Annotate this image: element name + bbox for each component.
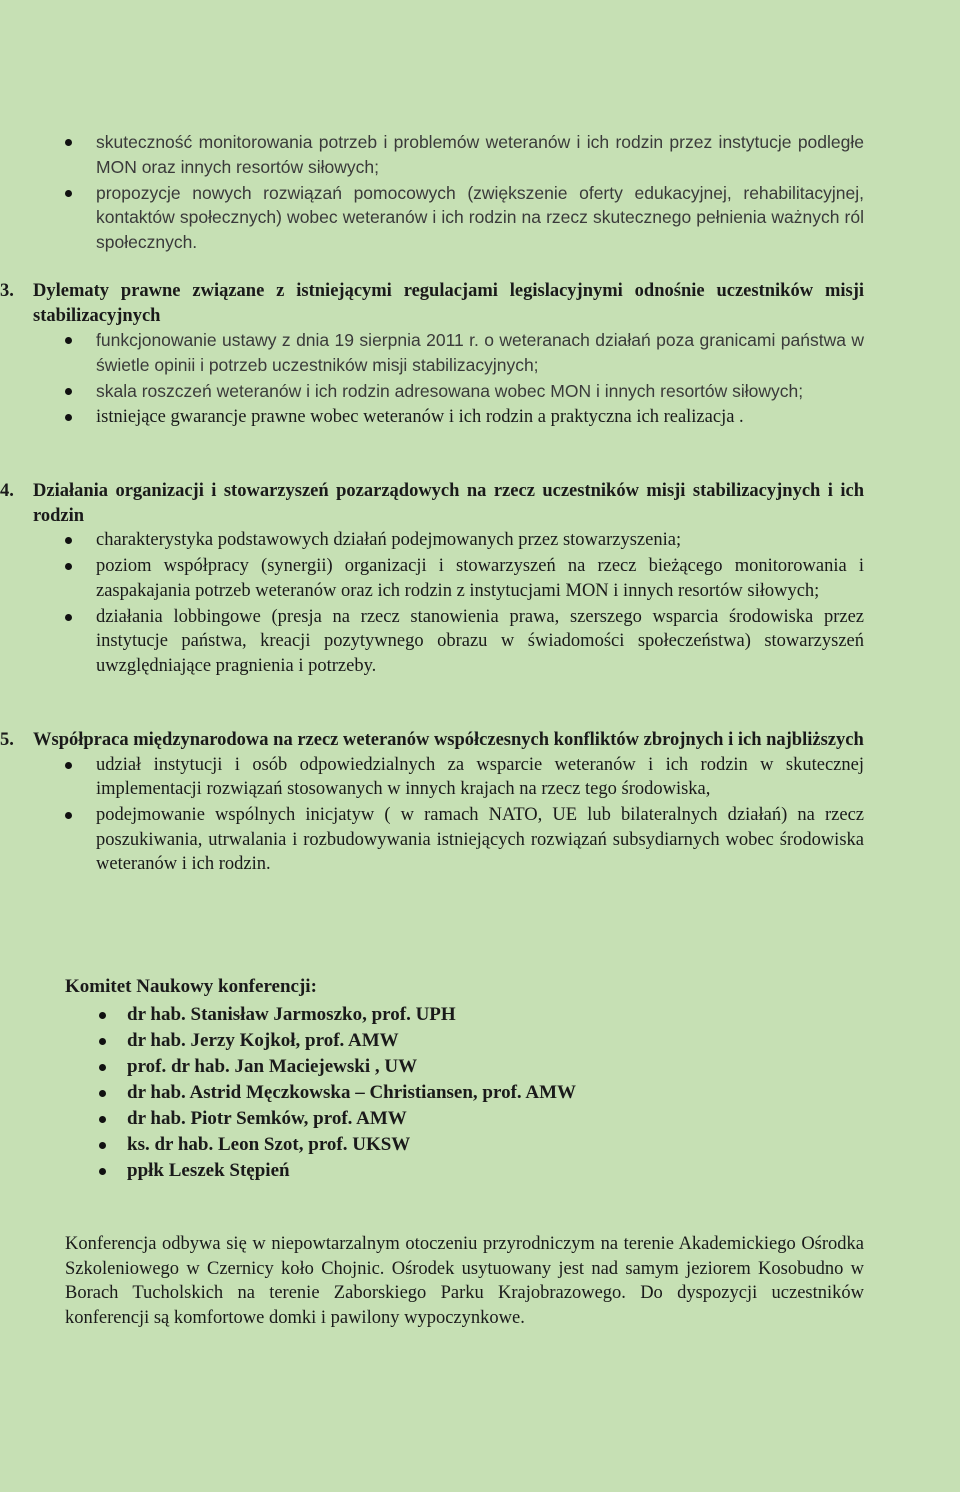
committee-member: prof. dr hab. Jan Maciejewski , UW	[127, 1054, 960, 1080]
bullet-icon	[99, 1064, 106, 1071]
paragraph-text: Konferencja odbywa się w niepowtarzalnym otoczeniu przyrodniczym na terenie Akademickiego Ośrodka Szkoleniowego w Czernicy koło Chojnic. Ośrodek usytuowany jest nad samym jeziorem Kosobudno w Borach Tucholskich na terenie Zaborskiego Parku Krajobrazowego. Do dyspozycji uczestników konferencji są komfortowe domki i pawilony wypoczynkowe.	[65, 1234, 864, 1328]
bullet-icon	[99, 1168, 106, 1175]
section-5	[0, 728, 960, 877]
bullet-icon	[65, 537, 72, 544]
bullet-icon	[65, 414, 72, 421]
section-4	[0, 479, 960, 678]
list-item: podejmowanie wspólnych inicjatyw ( w ramach NATO, UE lub bilateralnych działań) na rzecz poszukiwania, utrwalania i rozbudowywania istniejących rozwiązań subsydiarnych wobec środowiska weteranów i ich rodzin.	[96, 803, 864, 877]
bullet-icon	[65, 190, 72, 197]
list-item: skala roszczeń weteranów i ich rodzin adresowana wobec MON i innych resortów siłowych;	[96, 379, 864, 404]
bullet-icon	[99, 1038, 106, 1045]
section-heading: 3. Dylematy prawne związane z istniejącymi regulacjami legislacyjnymi odnośnie uczestników misji stabilizacyjnych	[0, 281, 864, 326]
committee-member: ppłk Leszek Stępień	[127, 1158, 960, 1184]
scientific-committee	[0, 975, 960, 1184]
bullet-icon	[65, 337, 72, 344]
venue-paragraph	[0, 1232, 960, 1330]
list-item: propozycje nowych rozwiązań pomocowych (zwiększenie oferty edukacyjnej, rehabilitacyjnej, kontaktów społecznych) wobec weteranów i ich rodzin na rzecz skutecznego pełnienia ważnych ról społecznych.	[96, 181, 864, 255]
bullet-icon	[65, 812, 72, 819]
list-item: poziom współpracy (synergii) organizacji i stowarzyszeń na rzecz bieżącego monitorowania i zaspakajania potrzeb weteranów oraz ich rodzin z instytucjami MON i innych resortów siłowych;	[96, 554, 864, 603]
committee-member: dr hab. Astrid Męczkowska – Christiansen, prof. AMW	[127, 1080, 960, 1106]
list-item: działania lobbingowe (presja na rzecz stanowienia prawa, szerszego wsparcia środowiska przez instytucje państwa, kreacji pozytywnego obrazu w świadomości społeczeństwa) stowarzyszeń uwzględniające pragnienia i potrzeby.	[96, 605, 864, 679]
bullet-icon	[65, 139, 72, 146]
list-item: udział instytucji i osób odpowiedzialnych za wsparcie weteranów i ich rodzin w skutecznej implementacji rozwiązań stosowanych w innych krajach na rzecz tego środowiska,	[96, 753, 864, 802]
committee-member: dr hab. Stanisław Jarmoszko, prof. UPH	[127, 1002, 960, 1028]
committee-title: Komitet Naukowy konferencji:	[65, 976, 317, 997]
bullet-icon	[99, 1142, 106, 1149]
section-3	[0, 279, 960, 429]
list-item: skuteczność monitorowania potrzeb i problemów weteranów i ich rodzin przez instytucje podległe MON oraz innych resortów siłowych;	[96, 130, 864, 179]
section-heading: 4. Działania organizacji i stowarzyszeń pozarządowych na rzecz uczestników misji stabilizacyjnych i ich rodzin	[0, 481, 864, 526]
list-item: funkcjonowanie ustawy z dnia 19 sierpnia 2011 r. o weteranach działań poza granicami państwa w świetle opinii i potrzeb uczestników misji stabilizacyjnych;	[96, 328, 864, 377]
list-item: istniejące gwarancje prawne wobec weteranów i ich rodzin a praktyczna ich realizacja .	[96, 405, 864, 430]
list-item: charakterystyka podstawowych działań podejmowanych przez stowarzyszenia;	[96, 528, 864, 553]
committee-member: dr hab. Piotr Semków, prof. AMW	[127, 1106, 960, 1132]
bullet-icon	[65, 614, 72, 621]
bullet-icon	[99, 1116, 106, 1123]
bullet-icon	[65, 563, 72, 570]
bullet-icon	[65, 762, 72, 769]
committee-member: dr hab. Jerzy Kojkoł, prof. AMW	[127, 1028, 960, 1054]
bullet-icon	[65, 388, 72, 395]
continued-bullet-list	[0, 130, 960, 254]
bullet-icon	[99, 1090, 106, 1097]
section-heading: 5. Współpraca międzynarodowa na rzecz weteranów współczesnych konfliktów zbrojnych i ich najbliższych	[0, 730, 864, 750]
bullet-icon	[99, 1012, 106, 1019]
committee-member: ks. dr hab. Leon Szot, prof. UKSW	[127, 1132, 960, 1158]
